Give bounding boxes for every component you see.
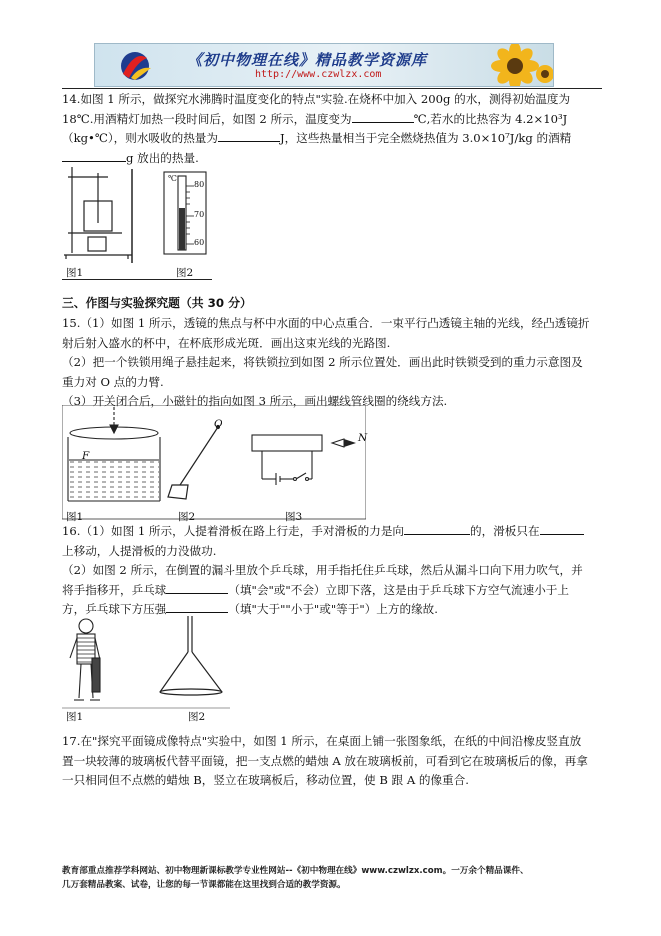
q16-blank-fall[interactable]: [166, 581, 228, 594]
question-14: [62, 90, 590, 168]
q16-part1b: 的，滑板只在: [470, 524, 540, 538]
q16-part2c: （填"大于""小于"或"等于"）上方的缘故.: [228, 602, 438, 616]
q15-label-N: N: [358, 432, 368, 444]
q14-blank-heat[interactable]: [218, 129, 280, 142]
header-title: 《初中物理在线》精品教学资源库: [187, 51, 428, 69]
q14-unit2: J，这些热量相当于完全燃烧热值为 3.0×10⁷J/kg 的酒精: [280, 131, 572, 145]
thermo-tick-80: 80: [194, 180, 205, 189]
footer-line2: 几万套精品教案、试卷，让您的每一节课都能在这里找到合适的教学资源。: [62, 880, 346, 890]
q16-fig2-caption: 图2: [188, 711, 206, 723]
q14-unit3: g 放出的热量.: [126, 150, 199, 165]
q16-part1a: 16.（1）如图 1 所示，人提着滑板在路上行走，手对滑板的力是向: [62, 524, 405, 538]
header-rule: [62, 88, 602, 89]
q16-funnel: [160, 616, 222, 695]
q16-blank-movement[interactable]: [540, 522, 584, 535]
q15-fig1-caption: 图1: [66, 511, 84, 523]
sunflower-image: [475, 44, 553, 86]
question-16: [62, 522, 590, 620]
thermo-tick-60: 60: [194, 238, 205, 247]
q16-part1c: 上移动，人提滑板的力没做功.: [62, 543, 217, 558]
q16-fig1-caption: 图1: [66, 711, 84, 723]
q15-fig3-caption: 图3: [285, 511, 303, 523]
q15-part3: （3）开关闭合后，小磁针的指向如图 3 所示，画出螺线管线圈的绕线方法.: [62, 394, 448, 408]
q16-part2b: （填"会"或"不会）立即下落，这是由于乒乓球下方空气流速小于上方，乒乓球下方压强: [62, 582, 569, 616]
thermo-unit: ℃: [168, 174, 177, 183]
q15-part2: （2）把一个铁锁用绳子悬挂起来，将铁锁拉到如图 2 所示位置处．画出此时铁锁受到的重力示意图及重力对 O 点的力臂.: [62, 355, 583, 389]
q14-fig2-caption: 图2: [176, 267, 194, 279]
q15-label-O: O: [214, 418, 223, 430]
q16-person-skateboard: [70, 619, 100, 700]
q14-fig1-caption: 图1: [66, 267, 84, 279]
q14-blank-temperature[interactable]: [352, 110, 414, 123]
q15-part1: 15.（1）如图 1 所示，透镜的焦点与杯中水面的中心点重合．一束平行凸透镜主轴的光线，经凸透镜折射后射入盛水的杯中，在杯底形成光斑．画出这束光线的光路图.: [62, 316, 590, 350]
q14-figure-rule: [62, 279, 212, 280]
thermo-tick-70: 70: [194, 210, 205, 219]
q16-blank-direction[interactable]: [404, 522, 470, 535]
q16-figures: [62, 612, 232, 710]
footer: [62, 864, 602, 892]
footer-line1: 教育部重点推荐学科网站、初中物理新课标教学专业性网站--《初中物理在线》www.czwlzx.com。一万余个精品课件、: [62, 866, 529, 876]
q14-blank-mass[interactable]: [62, 149, 126, 162]
q14-text: 14.如图 1 所示，做探究水沸腾时温度变化的特点"实验.在烧杯中加入 200g 的水，测得初始温度为 18℃.用酒精灯加热一段时间后，如图 2 所示，温度变为: [62, 92, 571, 126]
site-logo: [117, 48, 157, 82]
q15-label-F: F: [82, 450, 90, 462]
section-3-title: 三、作图与实验探究题（共 30 分）: [62, 296, 252, 310]
q17-text: 17.在"探究平面镜成像特点"实验中，如图 1 所示，在桌面上铺一张图象纸，在纸的中间沿橡皮竖直放置一块较薄的玻璃板代替平面镜，把一支点燃的蜡烛 A 放在玻璃板前，可看到它在玻璃板后的像，再拿一只相同但不点燃的蜡烛 B，竖立在玻璃板后，移动位置，使 B 跟 A 的像重合.: [62, 734, 588, 787]
q14-unit1: ℃,若水的比热容为 4.2×10³J（kg•℃），则水吸收的热量为: [62, 111, 568, 145]
question-17: [62, 732, 590, 791]
question-15: [62, 314, 590, 412]
q14-figure-thermometer: [140, 170, 220, 265]
header-banner: [94, 43, 554, 87]
q16-part2a: （2）如图 2 所示，在倒置的漏斗里放个乒乓球，用手指托住乒乓球，然后从漏斗口向下用力吹气，并将手指移开，乒乓球: [62, 563, 583, 597]
q15-fig2-caption: 图2: [178, 511, 196, 523]
header-url: http://www.czwlzx.com: [255, 69, 382, 80]
